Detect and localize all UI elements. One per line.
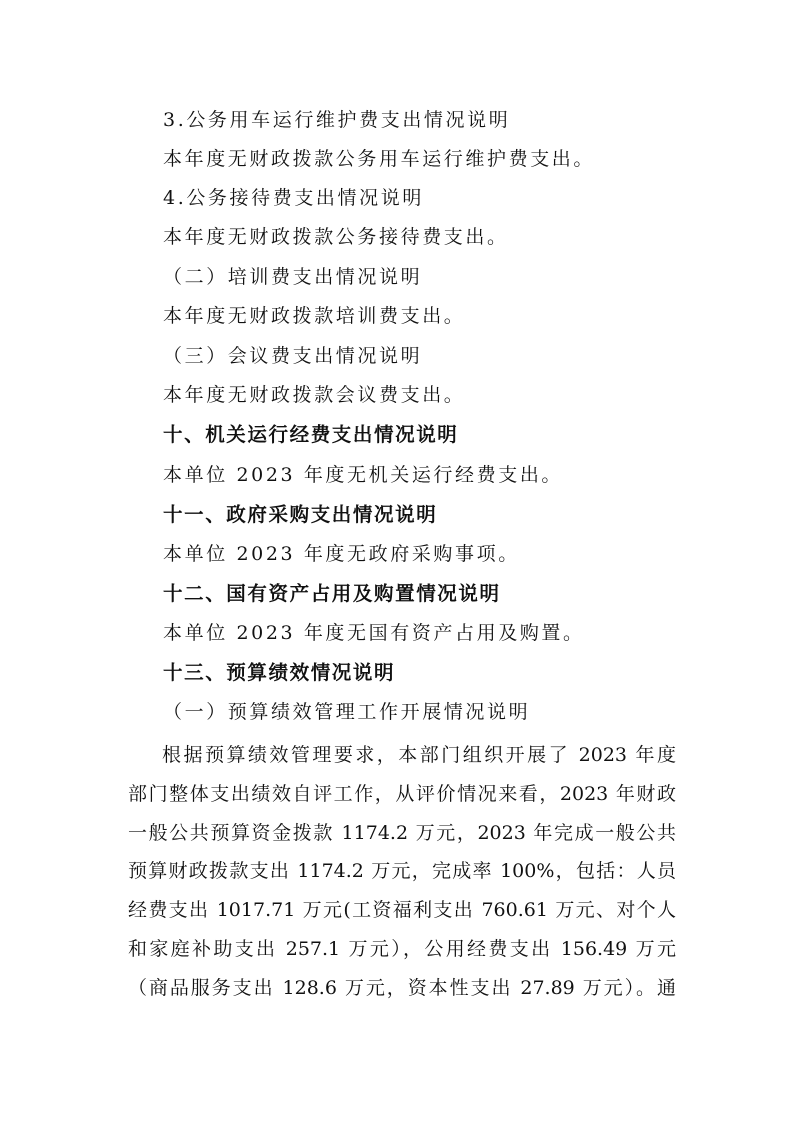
subsection-heading-training: （二）培训费支出情况说明 xyxy=(163,266,423,288)
body-line-vehicle-maintenance: 本年度无财政拨款公务用车运行维护费支出。 xyxy=(163,148,596,170)
paragraph-line: 一般公共预算资金拨款 1174.2 万元，2023 年完成一般公共 xyxy=(128,821,676,844)
body-line-training: 本年度无财政拨款培训费支出。 xyxy=(163,305,466,327)
paragraph-line: 预算财政拨款支出 1174.2 万元，完成率 100%，包括：人员 xyxy=(128,860,676,883)
paragraph-line: 部门整体支出绩效自评工作，从评价情况来看，2023 年财政 xyxy=(128,782,676,805)
subsection-heading-performance-management: （一）预算绩效管理工作开展情况说明 xyxy=(163,701,531,723)
body-line-state-assets: 本单位 2023 年度无国有资产占用及购置。 xyxy=(163,622,585,644)
subsection-heading-vehicle-maintenance: 3.公务用车运行维护费支出情况说明 xyxy=(163,109,511,131)
body-line-reception: 本年度无财政拨款公务接待费支出。 xyxy=(163,226,509,248)
paragraph-line: 经费支出 1017.71 万元(工资福利支出 760.61 万元、对个人 xyxy=(128,899,676,922)
body-line-meeting: 本年度无财政拨款会议费支出。 xyxy=(163,384,466,406)
paragraph-line: （商品服务支出 128.6 万元，资本性支出 27.89 万元）。通 xyxy=(128,976,676,999)
body-line-operating-expenses: 本单位 2023 年度无机关运行经费支出。 xyxy=(163,464,564,486)
section-heading-procurement: 十一、政府采购支出情况说明 xyxy=(163,503,438,526)
subsection-heading-meeting: （三）会议费支出情况说明 xyxy=(163,345,423,367)
section-heading-operating-expenses: 十、机关运行经费支出情况说明 xyxy=(163,423,459,446)
paragraph-line: 根据预算绩效管理要求，本部门组织开展了 2023 年度 xyxy=(162,744,676,766)
paragraph-line: 和家庭补助支出 257.1 万元），公用经费支出 156.49 万元 xyxy=(128,937,676,960)
performance-paragraph xyxy=(128,736,676,1008)
subsection-heading-reception: 4.公务接待费支出情况说明 xyxy=(163,187,424,209)
section-heading-performance: 十三、预算绩效情况说明 xyxy=(163,661,396,684)
section-heading-state-assets: 十二、国有资产占用及购置情况说明 xyxy=(163,582,501,605)
body-line-procurement: 本单位 2023 年度无政府采购事项。 xyxy=(163,543,520,565)
